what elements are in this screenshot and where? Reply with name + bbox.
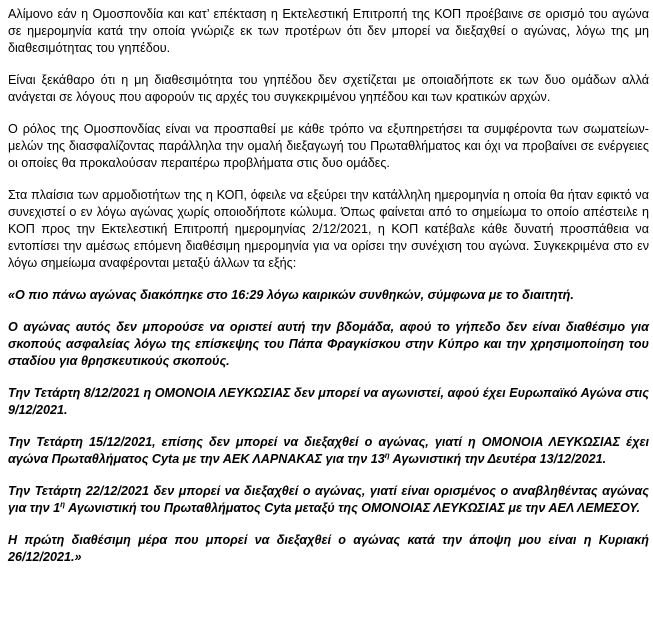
ordinal-superscript: η <box>384 450 390 460</box>
quote-text: Την Τετάρτη 15/12/2021, επίσης δεν μπορεί να διεξαχθεί ο αγώνας, γιατί η ΟΜΟΝΟΙΑ ΛΕΥΚΩΣΙΑΣ έχει αγώνα Πρωταθλήματος Cyta με την ΑΕΚ ΛΑΡΝΑΚΑΣ για την 13 <box>8 435 649 466</box>
quote-text: Την Τετάρτη 22/12/2021 δεν μπορεί να διεξαχθεί ο αγώνας, γιατί είναι ορισμένος ο αναβληθέντας αγώνας για την 1 <box>8 484 649 515</box>
document-body <box>8 6 649 581</box>
quote-paragraph: Η πρώτη διαθέσιμη μέρα που μπορεί να διεξαχθεί ο αγώνας κατά την άποψη μου είναι η Κυριακή 26/12/2021.» <box>8 533 649 564</box>
quote-text: Αγωνιστική του Πρωταθλήματος Cyta μεταξύ της ΟΜΟΝΟΙΑΣ ΛΕΥΚΩΣΙΑΣ με την ΑΕΛ ΛΕΜΕΣΟΥ. <box>65 501 641 515</box>
quote-paragraph <box>8 434 649 468</box>
quote-paragraph: Την Τετάρτη 8/12/2021 η ΟΜΟΝΟΙΑ ΛΕΥΚΩΣΙΑΣ δεν μπορεί να αγωνιστεί, αφού έχει Ευρωπαϊκό Αγώνα στις 9/12/2021. <box>8 386 649 417</box>
paragraph: Ο ρόλος της Ομοσπονδίας είναι να προσπαθεί με κάθε τρόπο να εξυπηρετήσει τα συμφέροντα των σωματείων-μελών της διασφαλίζοντας παράλληλα την ομαλή διεξαγωγή του Πρωταθλήματος και όχι να προβαίνει σε ενέργειες οι οποίες θα προκαλούσαν περαιτέρω προβλήματα στις δυο ομάδες. <box>8 122 649 170</box>
paragraph: Στα πλαίσια των αρμοδιοτήτων της η ΚΟΠ, όφειλε να εξεύρει την κατάλληλη ημερομηνία η οποία θα ήταν εφικτό να συνεχιστεί ο εν λόγω αγώνας χωρίς οποιοδήποτε κώλυμα. Όπως φαίνεται από το σημείωμα το οποίο απέστειλε η ΚΟΠ προς την Εκτελεστική Επιτροπή ημερομηνίας 2/12/2021, η ΚΟΠ κατέβαλε κάθε δυνατή προσπάθεια να εντοπίσει την αμέσως επόμενη διαθέσιμη ημερομηνία για να ορίσει την συνέχιση του αγώνα. Συγκεκριμένα στο εν λόγω σημείωμα αναφέρονται μεταξύ άλλων τα εξής: <box>8 188 649 270</box>
ordinal-superscript: η <box>60 499 66 509</box>
paragraph: Είναι ξεκάθαρο ότι η μη διαθεσιμότητα του γηπέδου δεν σχετίζεται με οποιαδήποτε εκ των δυο ομάδων αλλά ανάγεται σε λόγους που αφορούν τις αρχές του συγκεκριμένου γηπέδου και των κρατικών αρχών. <box>8 73 649 104</box>
quote-paragraph: «Ο πιο πάνω αγώνας διακόπηκε στο 16:29 λόγω καιρικών συνθηκών, σύμφωνα με το διαιτητή. <box>8 288 574 302</box>
quote-text: Αγωνιστική την Δευτέρα 13/12/2021. <box>389 452 607 466</box>
paragraph: Αλίμονο εάν η Ομοσπονδία και κατ’ επέκταση η Εκτελεστική Επιτροπή της ΚΟΠ προέβαινε σε ορισμό του αγώνα σε ημερομηνία κατά την οποία γνώριζε εκ των προτέρων ότι δεν μπορεί να διεξαχθεί ο αγώνας, λόγω της μη διαθεσιμότητας του γηπέδου. <box>8 7 649 55</box>
quote-paragraph <box>8 483 649 517</box>
quote-paragraph: Ο αγώνας αυτός δεν μπορούσε να οριστεί αυτή την βδομάδα, αφού το γήπεδο δεν είναι διαθέσιμο για σκοπούς ασφαλείας λόγω της επίσκεψης του Πάπα Φραγκίσκου στην Κύπρο και την χρησιμοποίηση του σταδίου για θρησκευτικούς σκοπούς. <box>8 320 649 368</box>
